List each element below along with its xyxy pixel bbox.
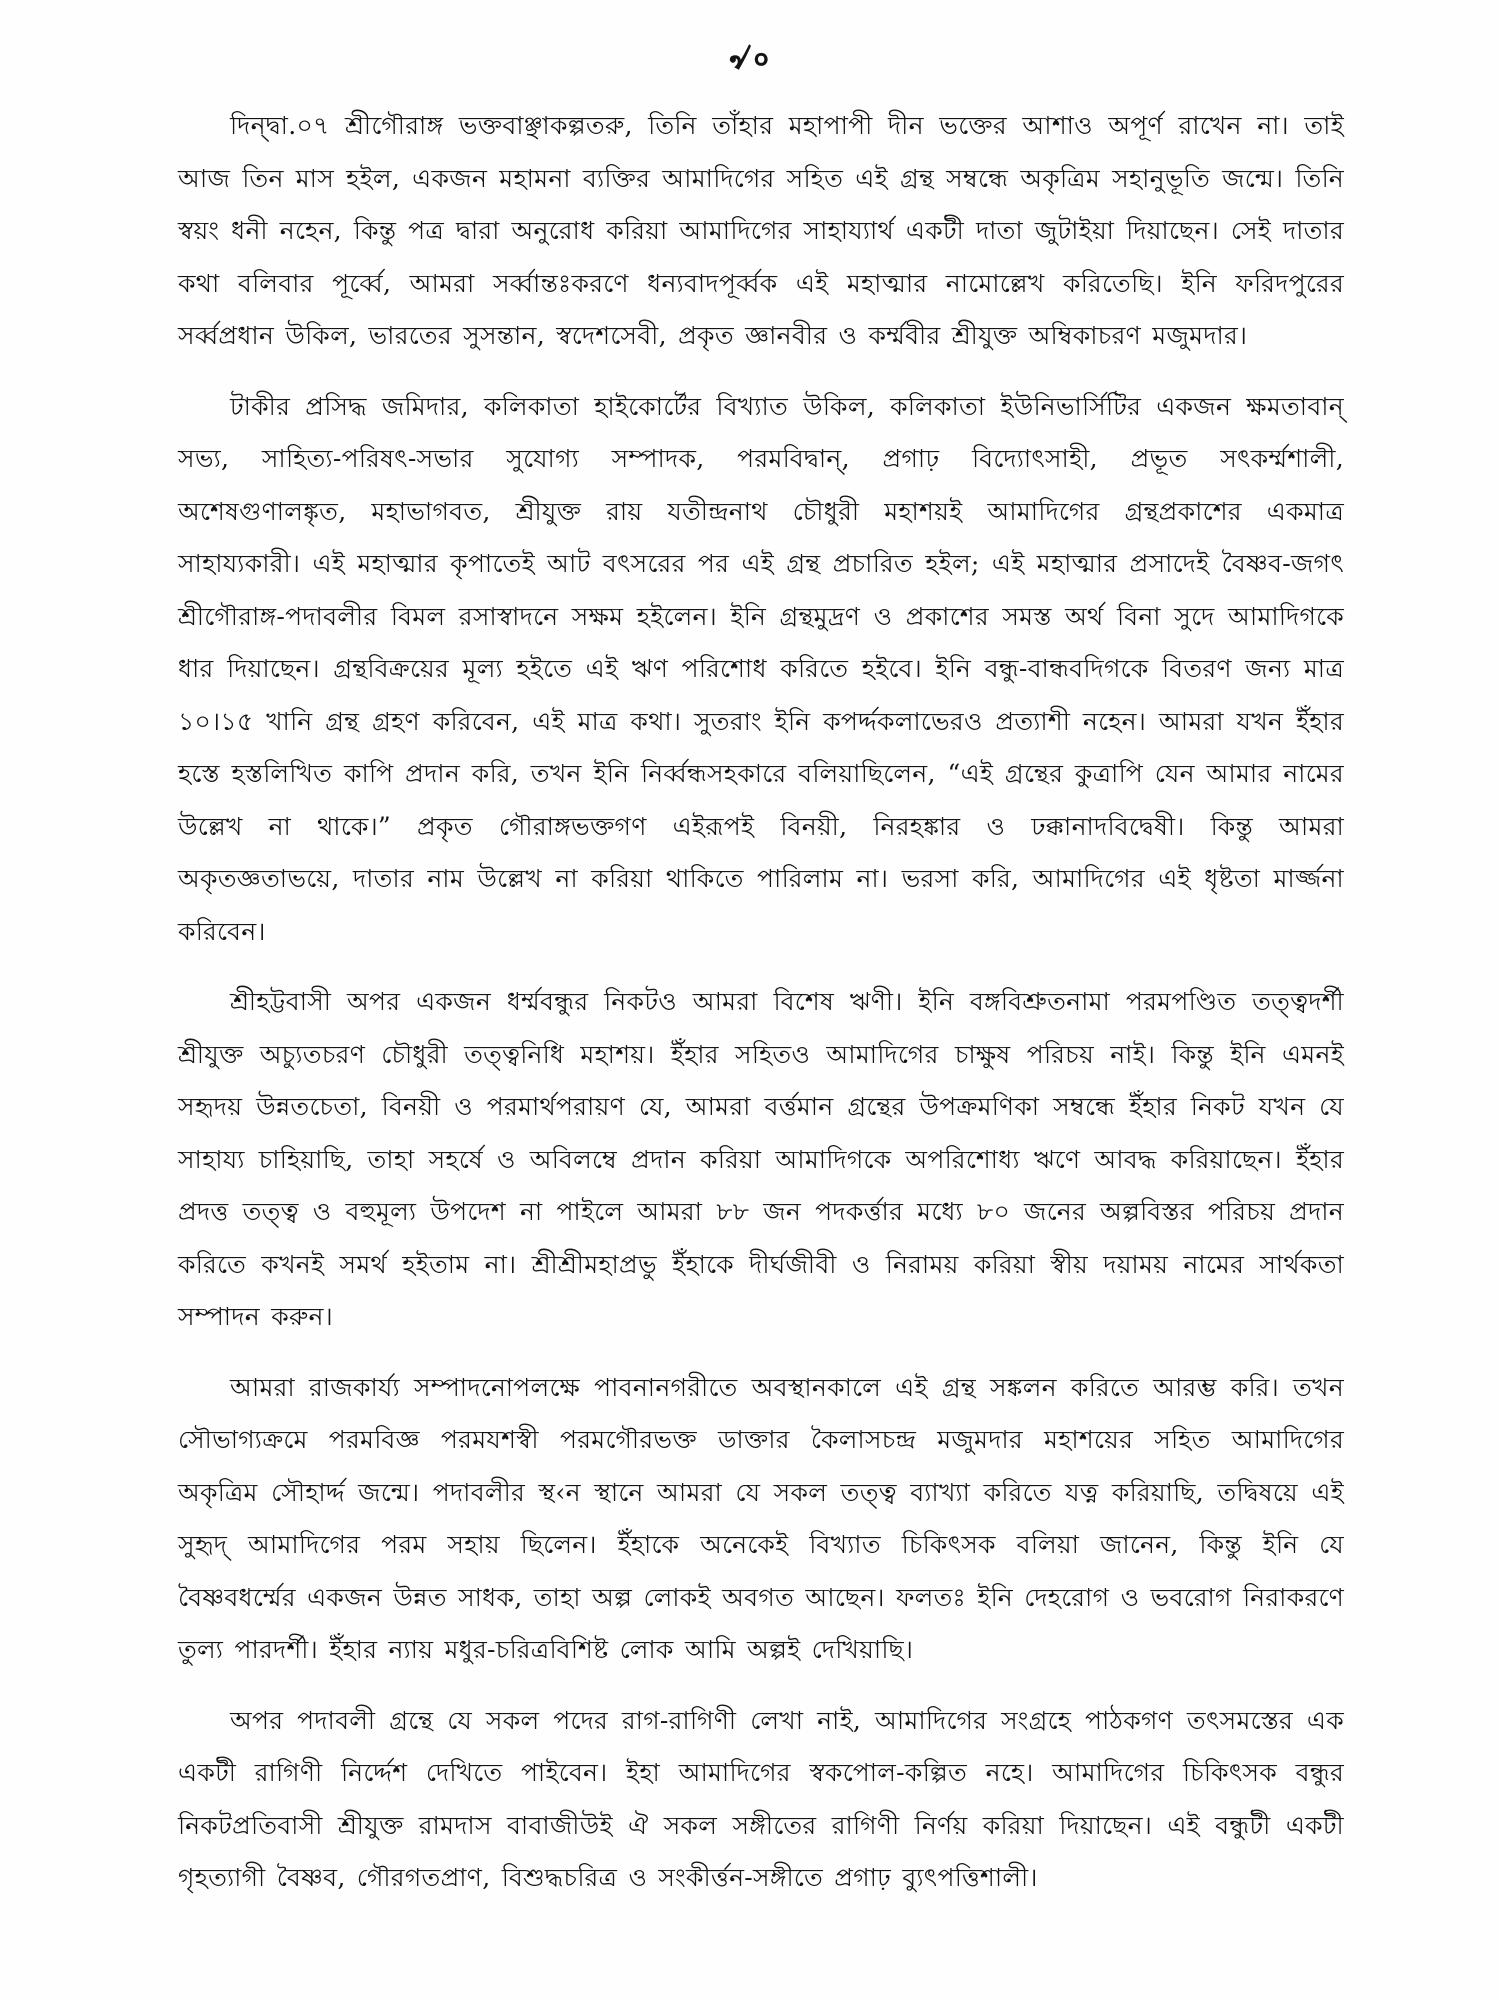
paragraph-1: দিন্দ্বা.০৭ শ্রীগৌরাঙ্গ ভক্তবাঞ্ছাকল্পতরু, তিনি তাঁহার মহাপাপী দীন ভক্তের আশাও অপূর্ণ রাখেন না। তাই আজ তিন মাস হইল, একজন মহামনা ব্যক্তির আমাদিগের সহিত এই গ্রন্থ সম্বন্ধে অকৃত্রিম সহানুভূতি জন্মে। তিনি স্বয়ং ধনী নহেন, কিন্তু পত্র দ্বারা অনুরোধ করিয়া আমাদিগের সাহায্যার্থ একটী দাতা জুটাইয়া দিয়াছেন। সেই দাতার কথা বলিবার পূর্ব্বে, আমরা সর্ব্বান্তঃকরণে ধন্যবাদপূর্ব্বক এই মহাত্মার নামোল্লেখ করিতেছি। ইনি ফরিদপুরের সর্ব্বপ্রধান উকিল, ভারতের সুসন্তান, স্বদেশসেবী, প্রকৃত জ্ঞানবীর ও কর্ম্মবীর শ্রীযুক্ত অম্বিকাচরণ মজুমদার। (178, 111, 1344, 350)
paragraph-5: অপর পদাবলী গ্রন্থে যে সকল পদের রাগ-রাগিণী লেখা নাই, আমাদিগের সংগ্রহে পাঠকগণ তৎসমস্তের এক একটী রাগিণী নির্দ্দেশ দেখিতে পাইবেন। ইহা আমাদিগের স্বকপোল-কল্পিত নহে। আমাদিগের চিকিৎসক বন্ধুর নিকটপ্রতিবাসী শ্রীযুক্ত রামদাস বাবাজীউই ঐ সকল সঙ্গীতের রাগিণী নির্ণয় করিয়া দিয়াছেন। এই বন্ধুটী একটী গৃহত্যাগী বৈষ্ণব, গৌরগতপ্রাণ, বিশুদ্ধচরিত্র ও সংকীর্ত্তন-সঙ্গীতে প্রগাঢ় ব্যুৎপত্তিশালী। (178, 1705, 1344, 1892)
paragraph-2: টাকীর প্রসিদ্ধ জমিদার, কলিকাতা হাইকোর্টের বিখ্যাত উকিল, কলিকাতা ইউনিভার্সিটির একজন ক্ষমতাবান্ সভ্য, সাহিত্য-পরিষৎ-সভার সুযোগ্য সম্পাদক, পরমবিদ্বান্, প্রগাঢ় বিদ্যোৎসাহী, প্রভূত সৎকর্ম্মশালী, অশেষগুণালঙ্কৃত, মহাভাগবত, শ্রীযুক্ত রায় যতীন্দ্রনাথ চৌধুরী মহাশয়ই আমাদিগের গ্রন্থপ্রকাশের একমাত্র সাহায্যকারী। এই মহাত্মার কৃপাতেই আট বৎসরের পর এই গ্রন্থ প্রচারিত হইল; এই মহাত্মার প্রসাদেই বৈষ্ণব-জগৎ শ্রীগৌরাঙ্গ-পদাবলীর বিমল রসাস্বাদনে সক্ষম হইলেন। ইনি গ্রন্থমুদ্রণ ও প্রকাশের সমস্ত অর্থ বিনা সুদে আমাদিগকে ধার দিয়াছেন। গ্রন্থবিক্রয়ের মূল্য হইতে এই ঋণ পরিশোধ করিতে হইবে। ইনি বন্ধু-বান্ধবদিগকে বিতরণ জন্য মাত্র ১০।১৫ খানি গ্রন্থ গ্রহণ করিবেন, এই মাত্র কথা। সুতরাং ইনি কপর্দ্দকলাভেরও প্রত্যাশী নহেন। আমরা যখন ইঁহার হস্তে হস্তলিখিত কাপি প্রদান করি, তখন ইনি নির্ব্বন্ধসহকারে বলিয়াছিলেন, “এই গ্রন্থের কুত্রাপি যেন আমার নামের উল্লেখ না থাকে।” প্রকৃত গৌরাঙ্গভক্তগণ এইরূপই বিনয়ী, নিরহঙ্কার ও ঢক্কানাদবিদ্বেষী। কিন্তু আমরা অকৃতজ্ঞতাভয়ে, দাতার নাম উল্লেখ না করিয়া থাকিতে পারিলাম না। ভরসা করি, আমাদিগের এই ধৃষ্টতা মার্জ্জনা করিবেন। (178, 391, 1344, 946)
paragraph-4: আমরা রাজকার্য্য সম্পাদনোপলক্ষে পাবনানগরীতে অবস্থানকালে এই গ্রন্থ সঙ্কলন করিতে আরম্ভ করি। তখন সৌভাগ্যক্রমে পরমবিজ্ঞ পরমযশস্বী পরমগৌরভক্ত ডাক্তার কৈলাসচন্দ্র মজুমদার মহাশয়ের সহিত আমাদিগের অকৃত্রিম সৌহার্দ্দ জন্মে। পদাবলীর স্থ‹ন স্থানে আমরা যে সকল তত্ত্ব ব্যাখ্যা করিতে যত্ন করিয়াছি, তদ্বিষয়ে এই সুহৃদ্ আমাদিগের পরম সহায় ছিলেন। ইঁহাকে অনেকেই বিখ্যাত চিকিৎসক বলিয়া জানেন, কিন্তু ইনি যে বৈষ্ণবধর্ম্মের একজন উন্নত সাধক, তাহা অল্প লোকই অবগত আছেন। ফলতঃ ইনি দেহরোগ ও ভবরোগ নিরাকরণে তুল্য পারদর্শী। ইঁহার ন্যায় মধুর-চরিত্রবিশিষ্ট লোক আমি অল্পই দেখিয়াছি। (178, 1372, 1344, 1664)
text-body (178, 100, 1344, 1905)
paragraph-3: শ্রীহট্টবাসী অপর একজন ধর্ম্মবন্ধুর নিকটও আমরা বিশেষ ঋণী। ইনি বঙ্গবিশ্রুতনামা পরমপণ্ডিত তত্ত্বদর্শী শ্রীযুক্ত অচ্যুতচরণ চৌধুরী তত্ত্বনিধি মহাশয়। ইঁহার সহিতও আমাদিগের চাক্ষুষ পরিচয় নাই। কিন্তু ইনি এমনই সহৃদয় উন্নতচেতা, বিনয়ী ও পরমার্থপরায়ণ যে, আমরা বর্ত্তমান গ্রন্থের উপক্রমণিকা সম্বন্ধে ইঁহার নিকট যখন যে সাহায্য চাহিয়াছি, তাহা সহর্ষে ও অবিলম্বে প্রদান করিয়া আমাদিগকে অপরিশোধ্য ঋণে আবদ্ধ করিয়াছেন। ইঁহার প্রদত্ত তত্ত্ব ও বহুমূল্য উপদেশ না পাইলে আমরা ৮৮ জন পদকর্ত্তার মধ্যে ৮০ জনের অল্পবিস্তর পরিচয় প্রদান করিতে কখনই সমর্থ হইতাম না। শ্রীশ্রীমহাপ্রভু ইঁহাকে দীর্ঘজীবী ও নিরাময় করিয়া স্বীয় দয়াময় নামের সার্থকতা সম্পাদন করুন। (178, 987, 1344, 1331)
page-number: ৵৹ (728, 33, 772, 78)
